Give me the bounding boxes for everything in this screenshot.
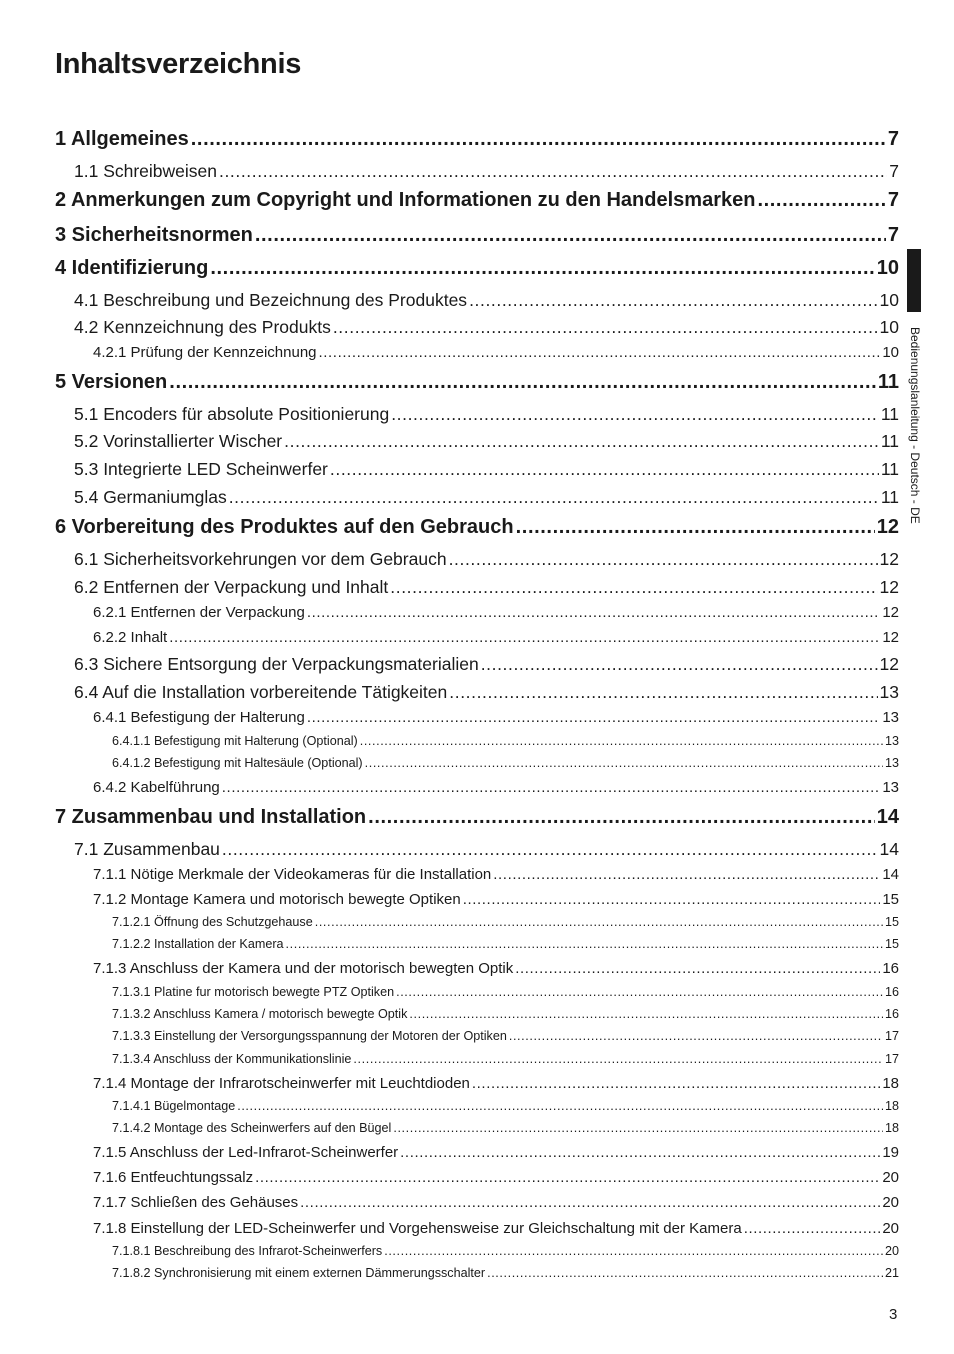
toc-entry-page: 10 (879, 317, 899, 337)
toc-entry[interactable] (74, 549, 899, 571)
dot-leader (286, 937, 883, 951)
toc-entry-page: 19 (882, 1144, 899, 1161)
toc-entry-page: 14 (876, 806, 899, 828)
toc-entry[interactable] (112, 1121, 899, 1137)
toc-entry[interactable] (93, 1194, 899, 1213)
toc-entry-page: 10 (879, 290, 899, 310)
toc-entry[interactable] (55, 516, 899, 542)
toc-entry-page: 11 (880, 487, 899, 507)
toc-entry-page: 11 (880, 404, 899, 424)
dot-leader (391, 404, 879, 425)
dot-leader (333, 317, 878, 338)
toc-entry-title: 6.4.1.1 Befestigung mit Halterung (Optional) (112, 734, 358, 748)
toc-entry-title: 5.2 Vorinstallierter Wischer (74, 431, 283, 451)
dot-leader (409, 1007, 883, 1021)
toc-entry[interactable] (74, 404, 899, 426)
dot-leader (390, 577, 877, 598)
toc-entry[interactable] (112, 1266, 899, 1282)
toc-entry[interactable] (93, 1144, 899, 1163)
toc-entry-title: 5.1 Encoders für absolute Positionierung (74, 404, 390, 424)
toc-entry-title: 6.4.2 Kabelführung (93, 779, 220, 796)
toc-entry[interactable] (93, 629, 899, 648)
toc-entry[interactable] (112, 756, 899, 772)
toc-entry-title: 6.1 Sicherheitsvorkehrungen vor dem Gebrauch (74, 549, 447, 569)
toc-entry-page: 16 (884, 985, 899, 999)
toc-entry[interactable] (93, 960, 899, 979)
toc-entry-title: 6.4 Auf die Installation vorbereitende Tätigkeiten (74, 682, 448, 702)
toc-entry-title: 7.1.2 Montage Kamera und motorisch bewegte Optiken (93, 891, 461, 908)
toc-entry-title: 7.1.3 Anschluss der Kamera und der motorisch bewegten Optik (93, 960, 514, 977)
toc-entry-title: 7.1.3.1 Platine fur motorisch bewegte PTZ Optiken (112, 985, 395, 999)
toc-entry-page: 17 (884, 1052, 899, 1066)
dot-leader (393, 1121, 883, 1135)
toc-entry[interactable] (55, 189, 899, 215)
toc-entry-title: 7.1.3.4 Anschluss der Kommunikationslinie (112, 1052, 352, 1066)
toc-entry-title: 7.1.1 Nötige Merkmale der Videokameras für die Installation (93, 866, 492, 883)
toc-entry-page: 11 (880, 431, 899, 451)
dot-leader (210, 257, 874, 280)
toc-entry[interactable] (74, 654, 899, 676)
toc-entry[interactable] (93, 604, 899, 623)
toc-entry[interactable] (74, 431, 899, 453)
toc-entry-title: 5.4 Germaniumglas (74, 487, 227, 507)
toc-entry-page: 12 (879, 577, 899, 597)
toc-entry-title: 6.2.2 Inhalt (93, 629, 168, 646)
toc-entry-page: 10 (882, 344, 899, 361)
dot-leader (353, 1052, 883, 1066)
toc-entry-page: 13 (884, 756, 899, 770)
dot-leader (330, 459, 879, 480)
toc-entry-title: 7 Zusammenbau und Installation (55, 806, 367, 828)
toc-entry[interactable] (112, 1007, 899, 1023)
toc-entry-title: 4.1 Beschreibung und Bezeichnung des Produktes (74, 290, 468, 310)
toc-entry-title: 4.2.1 Prüfung der Kennzeichnung (93, 344, 317, 361)
toc-entry-title: 7.1.8.1 Beschreibung des Infrarot-Scheinwerfers (112, 1244, 383, 1258)
toc-entry-title: 7.1.3.2 Anschluss Kamera / motorisch bewegte Optik (112, 1007, 408, 1021)
dot-leader (229, 487, 879, 508)
toc-entry-page: 20 (884, 1244, 899, 1258)
toc-entry-title: 5 Versionen (55, 371, 168, 393)
dot-leader (516, 516, 875, 539)
toc-entry[interactable] (93, 709, 899, 728)
dot-leader (307, 604, 880, 621)
toc-entry-page: 7 (889, 161, 899, 181)
dot-leader (481, 654, 878, 675)
toc-entry-page: 7 (887, 189, 899, 211)
toc-entry-page: 13 (879, 682, 899, 702)
dot-leader (300, 1194, 880, 1211)
toc-entry[interactable] (93, 866, 899, 885)
dot-leader (360, 734, 883, 748)
dot-leader (169, 371, 876, 394)
dot-leader (368, 806, 875, 829)
toc-entry-page: 20 (882, 1220, 899, 1237)
toc-entry-title: 5.3 Integrierte LED Scheinwerfer (74, 459, 328, 479)
dot-leader (757, 189, 885, 212)
dot-leader (744, 1220, 881, 1237)
toc-entry-title: 4 Identifizierung (55, 257, 209, 279)
toc-entry-title: 6 Vorbereitung des Produktes auf den Gebrauch (55, 516, 514, 538)
toc-entry-page: 14 (882, 866, 899, 883)
toc-entry-page: 14 (879, 839, 899, 859)
toc-entry-page: 18 (882, 1075, 899, 1092)
toc-entry[interactable] (74, 839, 899, 861)
toc-entry[interactable] (112, 734, 899, 750)
dot-leader (315, 915, 883, 929)
toc-entry-page: 20 (882, 1194, 899, 1211)
toc-entry-page: 16 (882, 960, 899, 977)
toc-entry-page: 18 (884, 1121, 899, 1135)
dot-leader (493, 866, 880, 883)
toc-entry-page: 7 (887, 128, 899, 150)
toc-entry-page: 15 (884, 915, 899, 929)
page-title: Inhaltsverzeichnis (55, 48, 302, 80)
dot-leader (169, 629, 880, 646)
toc-entry-title: 7.1.2.2 Installation der Kamera (112, 937, 284, 951)
toc-entry-title: 7.1.4 Montage der Infrarotscheinwerfer mit Leuchtdioden (93, 1075, 470, 1092)
dot-leader (515, 960, 880, 977)
toc-entry-title: 7.1.4.1 Bügelmontage (112, 1099, 236, 1113)
toc-entry-title: 6.3 Sichere Entsorgung der Verpackungsmaterialien (74, 654, 479, 674)
toc-entry-title: 1.1 Schreibweisen (74, 161, 217, 181)
toc-entry-page: 11 (880, 459, 899, 479)
dot-leader (255, 1169, 880, 1186)
dot-leader (191, 128, 886, 151)
toc-entry[interactable] (112, 937, 899, 953)
toc-entry-page: 15 (882, 891, 899, 908)
dot-leader (396, 985, 883, 999)
toc-entry[interactable] (93, 1075, 899, 1094)
toc-entry-title: 7.1.8 Einstellung der LED-Scheinwerfer und Vorgehensweise zur Gleichschaltung mit der Kamera (93, 1220, 742, 1237)
toc-entry[interactable] (93, 779, 899, 798)
dot-leader (449, 682, 877, 703)
toc-entry[interactable] (93, 344, 899, 363)
toc-entry[interactable] (55, 806, 899, 832)
toc-entry-title: 6.2.1 Entfernen der Verpackung (93, 604, 305, 621)
toc-entry-title: 7.1.2.1 Öffnung des Schutzgehause (112, 915, 313, 929)
toc-entry-title: 6.2 Entfernen der Verpackung und Inhalt (74, 577, 389, 597)
dot-leader (365, 756, 883, 770)
toc-entry[interactable] (74, 682, 899, 704)
toc-entry-title: 3 Sicherheitsnormen (55, 224, 253, 246)
toc-entry[interactable] (112, 915, 899, 931)
dot-leader (472, 1075, 880, 1092)
toc-entry[interactable] (55, 371, 899, 397)
toc-entry[interactable] (74, 161, 899, 183)
dot-leader (319, 344, 881, 361)
dot-leader (219, 161, 887, 182)
toc-entry-page: 20 (882, 1169, 899, 1186)
dot-leader (222, 779, 881, 796)
toc-entry-title: 2 Anmerkungen zum Copyright und Informationen zu den Handelsmarken (55, 189, 756, 211)
toc-entry-page: 12 (876, 516, 899, 538)
toc-entry-title: 6.4.1.2 Befestigung mit Haltesäule (Optional) (112, 756, 363, 770)
toc-entry-page: 12 (879, 549, 899, 569)
toc-entry[interactable] (112, 1029, 899, 1045)
toc-entry-page: 17 (884, 1029, 899, 1043)
toc-entry-title: 6.4.1 Befestigung der Halterung (93, 709, 305, 726)
toc-entry[interactable] (74, 459, 899, 481)
page-number: 3 (889, 1306, 898, 1323)
toc-entry[interactable] (112, 985, 899, 1001)
toc-entry[interactable] (112, 1244, 899, 1260)
toc-entry[interactable] (74, 317, 899, 339)
toc-entry[interactable] (93, 1169, 899, 1188)
toc-entry[interactable] (112, 1052, 899, 1068)
toc-entry-page: 13 (884, 734, 899, 748)
toc-entry[interactable] (93, 1220, 899, 1239)
toc-entry-page: 11 (877, 371, 899, 393)
toc-entry[interactable] (55, 224, 899, 250)
dot-leader (237, 1099, 883, 1113)
toc-entry-page: 13 (882, 779, 899, 796)
toc-entry-page: 18 (884, 1099, 899, 1113)
toc-entry-page: 10 (876, 257, 899, 279)
toc-entry-page: 12 (879, 654, 899, 674)
side-label: Bedienungslanleitung - Deutsch - DE (908, 327, 922, 524)
toc-entry-title: 4.2 Kennzeichnung des Produkts (74, 317, 331, 337)
dot-leader (284, 431, 879, 452)
toc-entry-page: 21 (884, 1266, 899, 1280)
dot-leader (469, 290, 877, 311)
dot-leader (400, 1144, 880, 1161)
toc-entry-title: 1 Allgemeines (55, 128, 189, 150)
toc-entry[interactable] (55, 128, 899, 154)
toc-entry[interactable] (74, 290, 899, 312)
dot-leader (384, 1244, 883, 1258)
dot-leader (463, 891, 881, 908)
dot-leader (307, 709, 881, 726)
toc-entry-page: 16 (884, 1007, 899, 1021)
toc-entry-page: 15 (884, 937, 899, 951)
toc-entry[interactable] (74, 577, 899, 599)
toc-entry[interactable] (93, 891, 899, 910)
dot-leader (509, 1029, 883, 1043)
toc-entry-page: 12 (882, 629, 899, 646)
toc-entry-title: 7.1.6 Entfeuchtungssalz (93, 1169, 254, 1186)
toc-entry-page: 12 (882, 604, 899, 621)
section-marker (907, 249, 921, 312)
toc-entry[interactable] (55, 257, 899, 283)
dot-leader (449, 549, 878, 570)
dot-leader (222, 839, 878, 860)
toc-entry-title: 7.1.3.3 Einstellung der Versorgungsspannung der Motoren der Optiken (112, 1029, 507, 1043)
toc-entry-title: 7.1.7 Schließen des Gehäuses (93, 1194, 299, 1211)
dot-leader (487, 1266, 883, 1280)
toc-entry-title: 7.1 Zusammenbau (74, 839, 220, 859)
toc-entry[interactable] (112, 1099, 899, 1115)
toc-entry-title: 7.1.4.2 Montage des Scheinwerfers auf den Bügel (112, 1121, 392, 1135)
toc-entry-title: 7.1.8.2 Synchronisierung mit einem externen Dämmerungsschalter (112, 1266, 486, 1280)
toc-entry-title: 7.1.5 Anschluss der Led-Infrarot-Scheinwerfer (93, 1144, 399, 1161)
toc-entry[interactable] (74, 487, 899, 509)
dot-leader (255, 224, 886, 247)
toc-entry-page: 13 (882, 709, 899, 726)
toc-entry-page: 7 (887, 224, 899, 246)
